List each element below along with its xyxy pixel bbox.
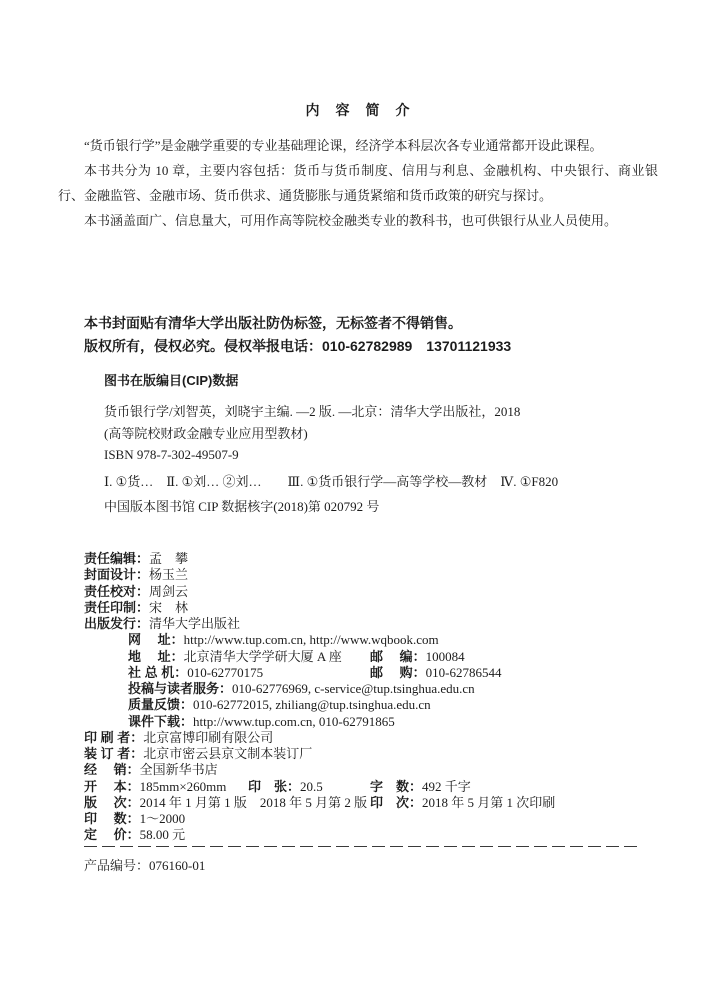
field-value: 宋 林 xyxy=(149,599,189,615)
field-label: 封面设计： xyxy=(84,567,150,583)
field-value: 010-62772015, zhiliang@tup.tsinghua.edu.cn xyxy=(193,697,431,713)
product-code: 产品编号：076160-01 xyxy=(84,858,206,873)
field-value: 2014 年 1 月第 1 版 2018 年 5 月第 2 版 xyxy=(139,794,368,810)
content-summary-section xyxy=(58,100,658,233)
anti-piracy-line-2: 版权所有，侵权必究。侵权举报电话：010-62782989 13701121933 xyxy=(84,337,512,354)
row-print-supervisor xyxy=(84,600,555,616)
field-label: 责任编辑： xyxy=(84,551,150,566)
field-value: 1～2000 xyxy=(139,811,186,826)
field-label: 出版发行： xyxy=(84,616,150,631)
field-value: 100084 xyxy=(425,648,465,664)
content-summary-title: 内 容 简 介 xyxy=(305,102,411,118)
row-print-run xyxy=(84,811,555,827)
cip-entry: 货币银行学/刘智英，刘晓宇主编. —2 版. —北京：清华大学出版社，2018 xyxy=(104,404,521,419)
field-label: 地 址： xyxy=(128,648,184,664)
summary-paragraph-1: “货币银行学”是金融学重要的专业基础理论课，经济学本科层次各专业通常都开设此课程。 xyxy=(84,138,603,153)
row-format xyxy=(84,779,555,795)
field-label: 邮 编： xyxy=(370,648,426,664)
field-label: 质量反馈： xyxy=(128,697,194,713)
row-reader-service xyxy=(128,681,555,697)
field-label: 字 数： xyxy=(370,778,423,794)
row-cover-design xyxy=(84,567,555,583)
cip-heading: 图书在版编目(CIP)数据 xyxy=(104,373,239,388)
field-value: 185mm×260mm xyxy=(139,778,227,794)
field-label: 投稿与读者服务： xyxy=(128,681,233,696)
field-value: 孟 攀 xyxy=(149,551,189,566)
row-price xyxy=(84,827,555,843)
field-label: 网 址： xyxy=(128,632,184,648)
row-editor xyxy=(84,551,555,567)
field-value: 58.00 元 xyxy=(139,827,186,843)
colophon-section xyxy=(84,551,555,844)
field-label: 责任印制： xyxy=(84,599,150,615)
field-value: http://www.tup.com.cn, http://www.wqbook.com xyxy=(183,632,439,648)
anti-piracy-line-1: 本书封面贴有清华大学出版社防伪标签，无标签者不得销售。 xyxy=(84,315,462,331)
cip-classification: Ⅰ. ①货… Ⅱ. ①刘… ②刘… Ⅲ. ①货币银行学—高等学校—教材 Ⅳ. ①F820 xyxy=(104,473,559,489)
field-value: http://www.tup.com.cn, 010-62791865 xyxy=(193,713,395,729)
row-printer xyxy=(84,730,555,746)
dashed-divider xyxy=(84,846,637,847)
field-value: 010-62776969, c-service@tup.tsinghua.edu.cn xyxy=(232,681,475,696)
field-value: 全国新华书店 xyxy=(139,762,218,778)
field-value: 北京清华大学学研大厦 A 座 xyxy=(183,648,342,664)
field-label: 印 刷 者： xyxy=(84,729,144,745)
row-address xyxy=(128,649,555,665)
cip-series: (高等院校财政金融专业应用型教材) xyxy=(104,425,308,441)
field-value: 2018 年 5 月第 1 次印刷 xyxy=(422,794,556,810)
field-value: 清华大学出版社 xyxy=(149,616,241,631)
field-label: 责任校对： xyxy=(84,583,150,599)
field-value: 20.5 xyxy=(300,778,323,794)
summary-paragraph-2: 本书共分为 10 章，主要内容包括：货币与货币制度、信用与利息、金融机构、中央银行、商业银行、金融监管、金融市场、货币供求、通货膨胀与通货紧缩和货币政策的研究与探讨。 xyxy=(58,163,658,203)
field-label: 装 订 者： xyxy=(84,746,144,761)
field-label: 课件下载： xyxy=(128,713,194,729)
field-value: 杨玉兰 xyxy=(149,567,189,583)
row-switchboard xyxy=(128,665,555,681)
field-value: 北京市密云县京文制本装订厂 xyxy=(143,746,313,761)
cip-record-number: 中国版本图书馆 CIP 数据核字(2018)第 020792 号 xyxy=(104,499,380,514)
field-label: 印 数： xyxy=(84,811,140,826)
field-label: 邮 购： xyxy=(370,664,426,680)
field-value: 492 千字 xyxy=(422,778,471,794)
row-binder xyxy=(84,746,555,762)
row-website xyxy=(128,632,555,648)
field-label: 印 张： xyxy=(248,778,301,794)
field-label: 社 总 机： xyxy=(128,664,188,680)
field-value: 010-62786544 xyxy=(425,664,502,680)
field-value: 010-62770175 xyxy=(187,664,264,680)
field-value: 北京富博印刷有限公司 xyxy=(143,729,274,745)
field-label: 经 销： xyxy=(84,762,140,778)
field-value: 周剑云 xyxy=(149,583,189,599)
row-edition xyxy=(84,795,555,811)
cip-data-section xyxy=(104,373,634,518)
row-courseware-download xyxy=(128,714,555,730)
row-quality-feedback xyxy=(128,697,555,713)
field-label: 开 本： xyxy=(84,778,140,794)
row-distributor xyxy=(84,762,555,778)
summary-paragraph-3: 本书涵盖面广、信息量大，可用作高等院校金融类专业的教科书，也可供银行从业人员使用。 xyxy=(84,213,618,228)
field-label: 定 价： xyxy=(84,827,140,843)
anti-piracy-notice xyxy=(84,312,511,357)
row-proofreader xyxy=(84,584,555,600)
field-label: 版 次： xyxy=(84,794,140,810)
row-publisher xyxy=(84,616,555,632)
cip-isbn: ISBN 978-7-302-49507-9 xyxy=(104,447,239,462)
field-label: 印 次： xyxy=(370,794,423,810)
